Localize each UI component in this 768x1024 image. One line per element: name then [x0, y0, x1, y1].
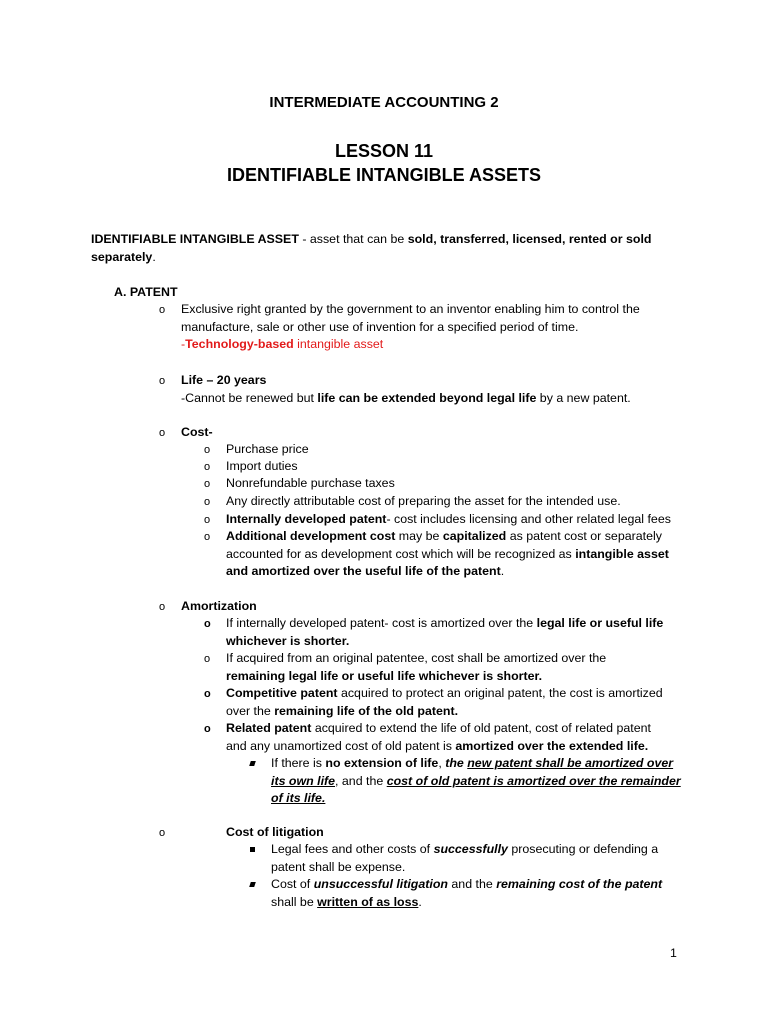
circle-bullet-icon: o: [159, 827, 166, 839]
definition-paragraph: IDENTIFIABLE INTANGIBLE ASSET - asset that can be sold, transferred, licensed, rented or sold separately.: [91, 232, 652, 264]
circle-bullet-icon: o: [204, 461, 211, 473]
amortization-subitem: If there is no extension of life, the new patent shall be amortized over its own life, and the cost of old patent is amortized over the remainder of its life.: [271, 756, 681, 805]
litigation-item: Cost of unsuccessful litigation and the remaining cost of the patent shall be written of as loss.: [271, 877, 663, 909]
circle-bullet-icon: o: [204, 514, 211, 526]
course-title: INTERMEDIATE ACCOUNTING 2: [269, 94, 499, 111]
circle-bullet-icon: o: [159, 304, 166, 316]
lesson-number: LESSON 11: [334, 141, 434, 161]
square-bullet-icon: [250, 847, 255, 852]
cost-item: Import duties: [226, 459, 298, 473]
litigation-item: Legal fees and other costs of successfully prosecuting or defending a patent shall be expense.: [271, 842, 659, 874]
litigation-heading: Cost of litigation: [226, 825, 324, 839]
circle-bullet-icon: o: [204, 444, 211, 456]
circle-bullet-icon: o: [204, 653, 211, 665]
circle-bullet-icon: o: [159, 427, 166, 439]
definition-term: IDENTIFIABLE INTANGIBLE ASSET: [91, 232, 299, 246]
section-a-heading: A. PATENT: [114, 285, 178, 299]
circle-bullet-icon: o: [204, 531, 211, 543]
patent-life: Life – 20 years -Cannot be renewed but life can be extended beyond legal life by a new patent.: [181, 373, 631, 405]
patent-definition: Exclusive right granted by the government to an inventor enabling him to control the manufacture, sale or other use of invention for a specified period of time. -Technology-based intangible asset: [181, 302, 640, 351]
circle-bullet-icon: o: [204, 478, 211, 490]
cost-heading: Cost-: [181, 425, 213, 439]
circle-bullet-icon: o: [159, 375, 166, 387]
circle-bullet-icon: o: [204, 618, 211, 630]
lesson-title: IDENTIFIABLE INTANGIBLE ASSETS: [226, 165, 541, 185]
circle-bullet-icon: o: [204, 723, 211, 735]
circle-bullet-icon: o: [204, 688, 211, 700]
cost-item: Nonrefundable purchase taxes: [226, 476, 395, 490]
cost-item: Internally developed patent- cost includes licensing and other related legal fees: [226, 512, 671, 526]
amortization-heading: Amortization: [181, 599, 257, 613]
cost-item: Purchase price: [226, 442, 309, 456]
cost-item: Any directly attributable cost of preparing the asset for the intended use.: [226, 494, 621, 508]
circle-bullet-icon: o: [204, 496, 211, 508]
circle-bullet-icon: o: [159, 601, 166, 613]
amortization-item: If acquired from an original patentee, cost shall be amortized over the remaining legal life or useful life whichever is shorter.: [226, 651, 607, 683]
amortization-item: If internally developed patent- cost is amortized over the legal life or useful life whichever is shorter.: [226, 616, 664, 648]
amortization-item: Competitive patent acquired to protect an original patent, the cost is amortized over the remaining life of the old patent.: [226, 686, 663, 718]
page-number: 1: [670, 946, 677, 960]
square-bullet-icon: [249, 761, 256, 766]
amortization-item: Related patent acquired to extend the life of old patent, cost of related patent and any unamortized cost of old patent is amortized over the extended life.: [226, 721, 651, 753]
cost-item: Additional development cost may be capitalized as patent cost or separately accounted for as development cost which will be recognized as intangible asset and amortized over the useful life of the patent.: [226, 529, 669, 578]
square-bullet-icon: [249, 882, 256, 887]
